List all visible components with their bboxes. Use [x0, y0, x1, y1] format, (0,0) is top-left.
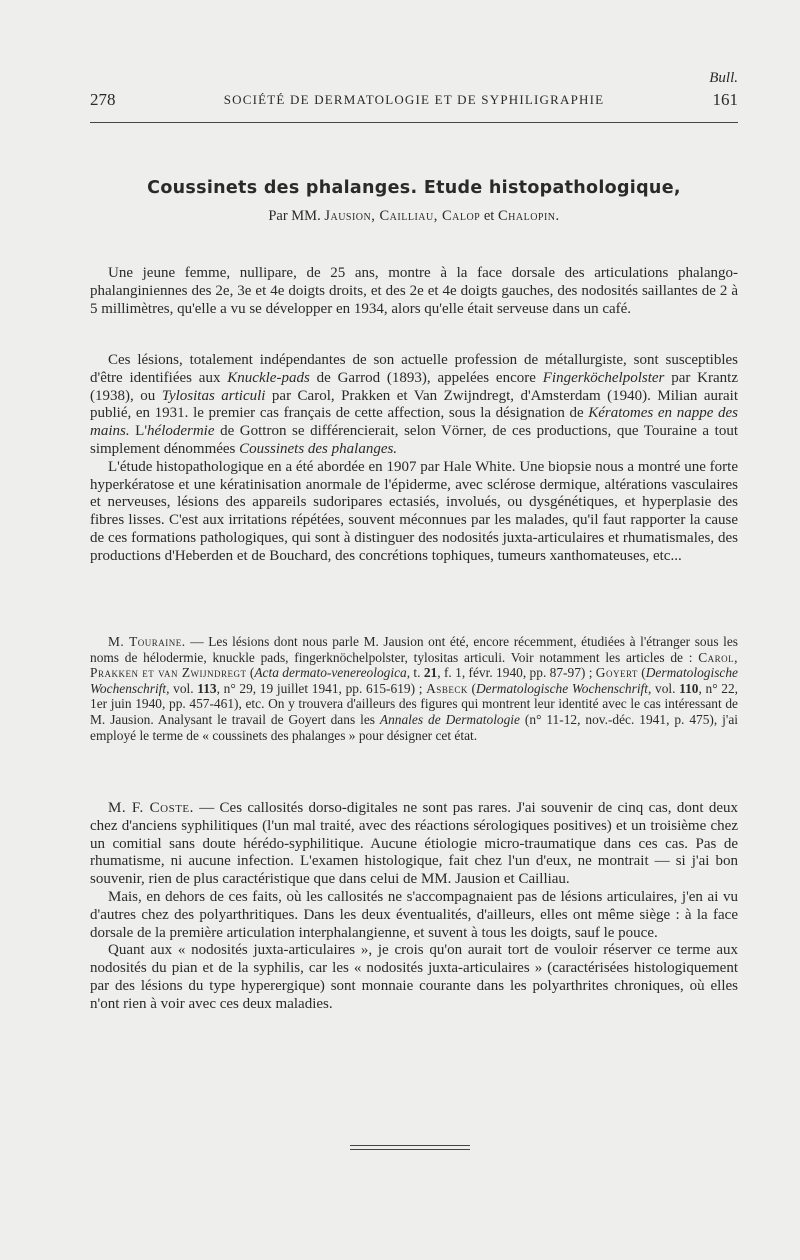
page-number-left: 278 [90, 90, 116, 109]
authors-last: Chalopin. [497, 208, 560, 224]
paragraph-case [90, 265, 738, 318]
page-header [90, 90, 738, 112]
text-run: Goyert [595, 665, 638, 681]
paragraph-lesions [90, 352, 738, 459]
paragraph-discussion [90, 352, 738, 566]
page-number-right: 161 [712, 90, 738, 109]
text-run-bold: 21 [423, 665, 438, 681]
authors-names: Jausion, Cailliau, Calop [324, 208, 481, 224]
paragraph-histopathology: L'étude histopathologique en a été abordée en 1907 par Hale White. Une biopsie nous a montré une forte hyperkératose et une kératinisation anormale de l'épiderme, avec sclérose dermique, altérations vasculaires et nerveuses, lésions des appareils sudoripares ectasiés, involués, ou dysgénétiques, et hyperplasie des fibres lisses. C'est aux irritations répétées, souvent méconnues par les malades, qu'il faut rapporter la cause de ces formations pathologiques, qui sont à distinguer des nodosités juxta-articulaires et rhumatismales, des productions d'Heberden et de Bouchard, des concrétions tophiques, tumeurs xanthomateuses, etc... [90, 458, 738, 564]
text-run-italic: Coussinets des phalanges. [239, 440, 398, 457]
text-run: — Les lésions dont nous parle M. Jausion ont été, encore récemment, étudiées à l'étranger sous les noms de hélodermie, knuckle pads, fingerknöchelpolster, tylositas articuli. Voir notamment les articles de : [90, 634, 738, 665]
text-run-italic: Dermatologische Wochenschrift [475, 680, 648, 696]
text-run: ( [467, 680, 476, 696]
comment-text [90, 634, 738, 743]
authors-et: et [483, 208, 495, 224]
comment-text [90, 800, 738, 889]
text-run-italic: Fingerköchelpolster [542, 369, 665, 386]
end-rule-2 [350, 1149, 470, 1150]
comment-paragraph-3: Quant aux « nodosités juxta-articulaires », je crois qu'on aurait tort de vouloir réserver ce terme aux nodosités du pian et de la syphilis, car les « nodosités juxta-articulaires » (caractérisées histologiquement par des lésions du type hyperergique) sont monnaie courante dans les polyarthrites chroniques, où elles n'ont rien à voir avec ces deux maladies. [90, 942, 738, 1012]
comment-paragraph-2: Mais, en dehors de ces faits, où les callosités ne s'accompagnaient pas de lésions articulaires, j'en ai vu d'autres chez des polyarthritiques. Dans les deux éventualités, d'ailleurs, elles ont même siège : à la face dorsale de la première articulation interphalangienne, et suvent à tous les doigts, sauf le pouce. [90, 888, 738, 941]
text-run-italic: hélodermie [147, 423, 215, 440]
text-run: , n° 22, 1er juin 1940, pp. 457-461), etc. On y trouvera d'ailleurs des figures qui montrent leur identité avec le cas intéressant de M. Jausion. Analysant le travail de Goyert dans les [90, 680, 738, 727]
running-title: SOCIÉTÉ DE DERMATOLOGIE ET DE SYPHILIGRAPHIE [223, 92, 605, 107]
text-run: par Krantz (1938), ou [90, 369, 738, 404]
speaker-name: M. F. Coste. [108, 800, 194, 816]
text-run-italic: Annales de Dermatologie [379, 711, 520, 727]
comment-touraine [90, 634, 738, 743]
authors-prefix: Par MM. [268, 208, 321, 224]
speaker-name: M. Touraine. [108, 634, 186, 649]
text-run: Carol, Prakken et van Zwijndregt [90, 649, 738, 681]
text-run: , n° 29, 19 juillet 1941, pp. 615-619) ; [216, 680, 427, 696]
text-run: ( [246, 665, 255, 681]
text-run-italic: Knuckle-pads [227, 369, 310, 386]
text-run: , vol. [648, 680, 680, 696]
text-run-italic: Dermatologische Wochenschrift [90, 665, 738, 696]
text-run: Asbeck [426, 680, 468, 696]
text-run-italic: Kératomes en nappe des mains. [90, 405, 738, 440]
text-run: , f. 1, févr. 1940, pp. 87-97) ; [437, 665, 596, 681]
text-run: ( [637, 665, 646, 681]
text-run: Ces lésions, totalement indépendantes de son actuelle profession de métallurgiste, sont susceptibles d'être identifiées aux [90, 352, 738, 386]
text-run: , vol. [166, 680, 198, 696]
text-run: de Gottron se différencierait, selon Vörner, de ces productions, que Touraine a tout simplement dénommées [90, 423, 738, 457]
text-run: L' [129, 423, 148, 440]
comment-coste [90, 800, 738, 1014]
header-rule [90, 122, 738, 123]
text-run: par Carol, Prakken et Van Zwijndregt, d'Amsterdam (1940). Milian aurait publié, en 1931. le premier cas français de cette affection, sous la désignation de [90, 387, 739, 422]
text-run-bold: 110 [679, 680, 699, 696]
article-title: Coussinets des phalanges. Etude histopathologique, [147, 178, 681, 198]
text-run-italic: Acta dermato-venereologica [254, 665, 407, 681]
text-run: de Garrod (1893), appelées encore [309, 369, 543, 386]
article-authors [90, 208, 738, 225]
end-rule [350, 1145, 470, 1146]
journal-abbrev: Bull. [709, 70, 738, 86]
text-run: (n° 11-12, nov.-déc. 1941, p. 475), j'ai employé le terme de « coussinets des phalanges » pour désigner cet état. [90, 711, 738, 743]
text-run-bold: 113 [197, 680, 217, 696]
text-run: , t. [406, 665, 424, 681]
text-run: — Ces callosités dorso-digitales ne sont pas rares. J'ai souvenir de cinq cas, dont deux chez d'anciens syphilitiques (l'un mal traité, avec des réactions sérologiques positives) et un troisième chez un comitial sans doute hérédo-syphilitique. Aucune étiologie micro-traumatique dans ces cas. Pas de rhumatisme, ni aucune infection. L'examen histologique, fait chez l'un d'eux, ne montrait — si j'ai bon souvenir, rien de plus caractéristique que dans celui de MM. Jausion et Cailliau. [90, 800, 738, 888]
text-run-italic: Tylositas articuli [161, 387, 266, 404]
paragraph-text: Une jeune femme, nullipare, de 25 ans, montre à la face dorsale des articulations phalango-phalanginiennes des 2e, 3e et 4e doigts droits, et des 2e et 4e doigts gauches, des nodosités saillantes de 2 à 5 millimètres, qu'elle a vu se développer en 1934, alors qu'elle était serveuse dans un café. [90, 265, 738, 317]
